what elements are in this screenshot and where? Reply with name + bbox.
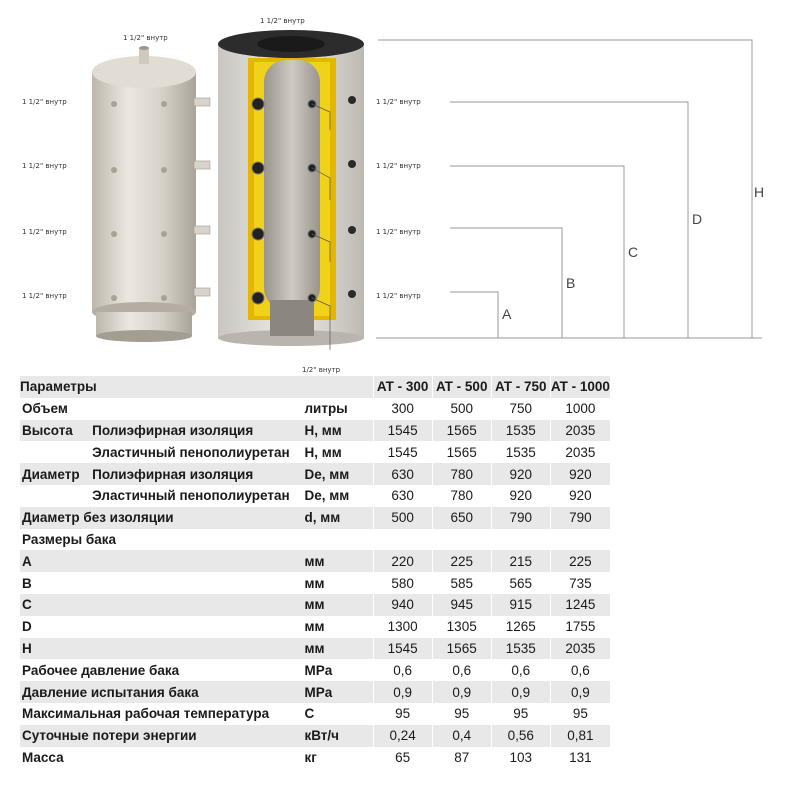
param-value: 1245	[550, 594, 610, 616]
param-unit: мм	[304, 550, 373, 572]
param-subname	[92, 594, 304, 616]
insulated-tank	[218, 30, 364, 350]
dim-letter-b: B	[566, 275, 576, 291]
param-value: 0,24	[373, 725, 432, 747]
label-left-2: 1 1/2" внутр	[22, 162, 67, 170]
param-value: 1565	[432, 441, 491, 463]
label-right-1: 1 1/2" внутр	[376, 98, 421, 106]
param-value: 920	[491, 485, 550, 507]
table-row	[20, 638, 610, 660]
param-value: 630	[373, 485, 432, 507]
param-value: 215	[491, 550, 550, 572]
param-value: 580	[373, 572, 432, 594]
param-name: Максимальная рабочая температура	[20, 703, 304, 725]
tank-illustration	[0, 0, 786, 372]
param-unit: De, мм	[304, 463, 373, 485]
param-unit: мм	[304, 572, 373, 594]
param-value: 1535	[491, 638, 550, 660]
param-name: C	[20, 594, 92, 616]
param-value: 0,9	[373, 681, 432, 703]
param-value: 300	[373, 398, 432, 420]
param-unit: MPa	[304, 659, 373, 681]
table-row	[20, 747, 610, 769]
param-value: 735	[550, 572, 610, 594]
param-value: 790	[550, 507, 610, 529]
param-value	[491, 529, 550, 551]
model-header: AT - 500	[432, 376, 491, 398]
param-value: 500	[373, 507, 432, 529]
label-left-3: 1 1/2" внутр	[22, 228, 67, 236]
table-header-row	[20, 376, 610, 398]
param-unit: мм	[304, 594, 373, 616]
param-subname	[92, 638, 304, 660]
param-subname: Эластичный пенополиуретан	[92, 485, 304, 507]
param-subname	[92, 398, 304, 420]
dim-letter-c: C	[628, 244, 639, 260]
param-unit: d, мм	[304, 507, 373, 529]
model-header: AT - 1000	[550, 376, 610, 398]
table-row	[20, 529, 610, 551]
param-name: Давление испытания бака	[20, 681, 304, 703]
param-name	[20, 485, 92, 507]
param-value: 790	[491, 507, 550, 529]
param-unit: C	[304, 703, 373, 725]
table-row	[20, 420, 610, 442]
param-value: 225	[432, 550, 491, 572]
param-name: A	[20, 550, 92, 572]
param-value: 0,6	[550, 659, 610, 681]
dimension-diagram	[376, 40, 765, 338]
param-value: 87	[432, 747, 491, 769]
table-row	[20, 725, 610, 747]
table-row	[20, 572, 610, 594]
param-unit: De, мм	[304, 485, 373, 507]
param-value: 65	[373, 747, 432, 769]
param-value: 0,9	[550, 681, 610, 703]
param-value: 0,6	[432, 659, 491, 681]
param-value: 225	[550, 550, 610, 572]
param-name: Масса	[20, 747, 92, 769]
param-value: 95	[373, 703, 432, 725]
label-bottom: 1/2" внутр	[302, 366, 341, 374]
param-name: Рабочее давление бака	[20, 659, 304, 681]
header-label: Параметры	[20, 376, 373, 398]
param-name: Диаметр	[20, 463, 92, 485]
param-value: 95	[550, 703, 610, 725]
table-row	[20, 507, 610, 529]
param-value	[432, 529, 491, 551]
table-row	[20, 463, 610, 485]
param-value: 1565	[432, 420, 491, 442]
param-value: 1265	[491, 616, 550, 638]
label-right-2: 1 1/2" внутр	[376, 162, 421, 170]
param-value: 945	[432, 594, 491, 616]
param-value: 0,6	[491, 659, 550, 681]
param-value: 1545	[373, 441, 432, 463]
param-value: 780	[432, 463, 491, 485]
param-value: 220	[373, 550, 432, 572]
model-header: AT - 300	[373, 376, 432, 398]
param-value: 2035	[550, 420, 610, 442]
param-value: 0,56	[491, 725, 550, 747]
param-value: 103	[491, 747, 550, 769]
param-name: D	[20, 616, 92, 638]
param-subname	[92, 747, 304, 769]
table-row	[20, 441, 610, 463]
param-subname: Эластичный пенополиуретан	[92, 441, 304, 463]
param-value: 1545	[373, 420, 432, 442]
param-subname: Полиэфирная изоляция	[92, 420, 304, 442]
param-subname: Полиэфирная изоляция	[92, 463, 304, 485]
param-unit: кг	[304, 747, 373, 769]
param-name: H	[20, 638, 92, 660]
param-value: 1545	[373, 638, 432, 660]
param-unit: мм	[304, 616, 373, 638]
param-value: 1000	[550, 398, 610, 420]
table-row	[20, 659, 610, 681]
param-name: Высота	[20, 420, 92, 442]
param-value: 131	[550, 747, 610, 769]
param-value: 920	[491, 463, 550, 485]
param-value: 750	[491, 398, 550, 420]
param-subname	[92, 616, 304, 638]
param-value: 0,9	[491, 681, 550, 703]
spec-table	[20, 376, 610, 768]
table-row	[20, 398, 610, 420]
param-value: 0,4	[432, 725, 491, 747]
label-left-1: 1 1/2" внутр	[22, 98, 67, 106]
label-top-center: 1 1/2" внутр	[260, 17, 305, 25]
param-value: 0,81	[550, 725, 610, 747]
param-value	[373, 529, 432, 551]
param-value: 940	[373, 594, 432, 616]
param-unit: мм	[304, 638, 373, 660]
dim-letter-a: A	[502, 306, 512, 322]
param-value	[550, 529, 610, 551]
param-unit: H, мм	[304, 420, 373, 442]
table-row	[20, 594, 610, 616]
param-value: 1305	[432, 616, 491, 638]
table-row	[20, 485, 610, 507]
param-value: 95	[491, 703, 550, 725]
param-value: 780	[432, 485, 491, 507]
param-value: 1535	[491, 441, 550, 463]
table-row	[20, 703, 610, 725]
param-value: 1300	[373, 616, 432, 638]
param-name: Суточные потери энергии	[20, 725, 304, 747]
param-name	[20, 441, 92, 463]
param-value: 630	[373, 463, 432, 485]
param-value: 1535	[491, 420, 550, 442]
param-value: 1755	[550, 616, 610, 638]
param-value: 2035	[550, 441, 610, 463]
dim-letter-d: D	[692, 211, 703, 227]
label-left-4: 1 1/2" внутр	[22, 292, 67, 300]
table-row	[20, 550, 610, 572]
param-name: Объем	[20, 398, 92, 420]
param-name: Размеры бака	[20, 529, 304, 551]
param-value: 565	[491, 572, 550, 594]
dim-letter-h: H	[754, 184, 765, 200]
param-name: B	[20, 572, 92, 594]
param-value: 95	[432, 703, 491, 725]
param-unit: H, мм	[304, 441, 373, 463]
param-value: 585	[432, 572, 491, 594]
param-value: 500	[432, 398, 491, 420]
param-value: 915	[491, 594, 550, 616]
table-row	[20, 681, 610, 703]
param-unit: литры	[304, 398, 373, 420]
param-value: 920	[550, 485, 610, 507]
label-right-3: 1 1/2" внутр	[376, 228, 421, 236]
param-unit: кВт/ч	[304, 725, 373, 747]
bare-tank	[92, 46, 210, 342]
param-value: 0,9	[432, 681, 491, 703]
param-subname	[92, 550, 304, 572]
param-unit	[304, 529, 373, 551]
param-value: 2035	[550, 638, 610, 660]
tank-figure	[0, 0, 786, 372]
label-top-left: 1 1/2" внутр	[123, 34, 168, 42]
param-value: 920	[550, 463, 610, 485]
model-header: AT - 750	[491, 376, 550, 398]
param-value: 0,6	[373, 659, 432, 681]
param-name: Диаметр без изоляции	[20, 507, 304, 529]
param-value: 1565	[432, 638, 491, 660]
table-row	[20, 616, 610, 638]
label-right-4: 1 1/2" внутр	[376, 292, 421, 300]
param-unit: MPa	[304, 681, 373, 703]
param-value: 650	[432, 507, 491, 529]
param-subname	[92, 572, 304, 594]
